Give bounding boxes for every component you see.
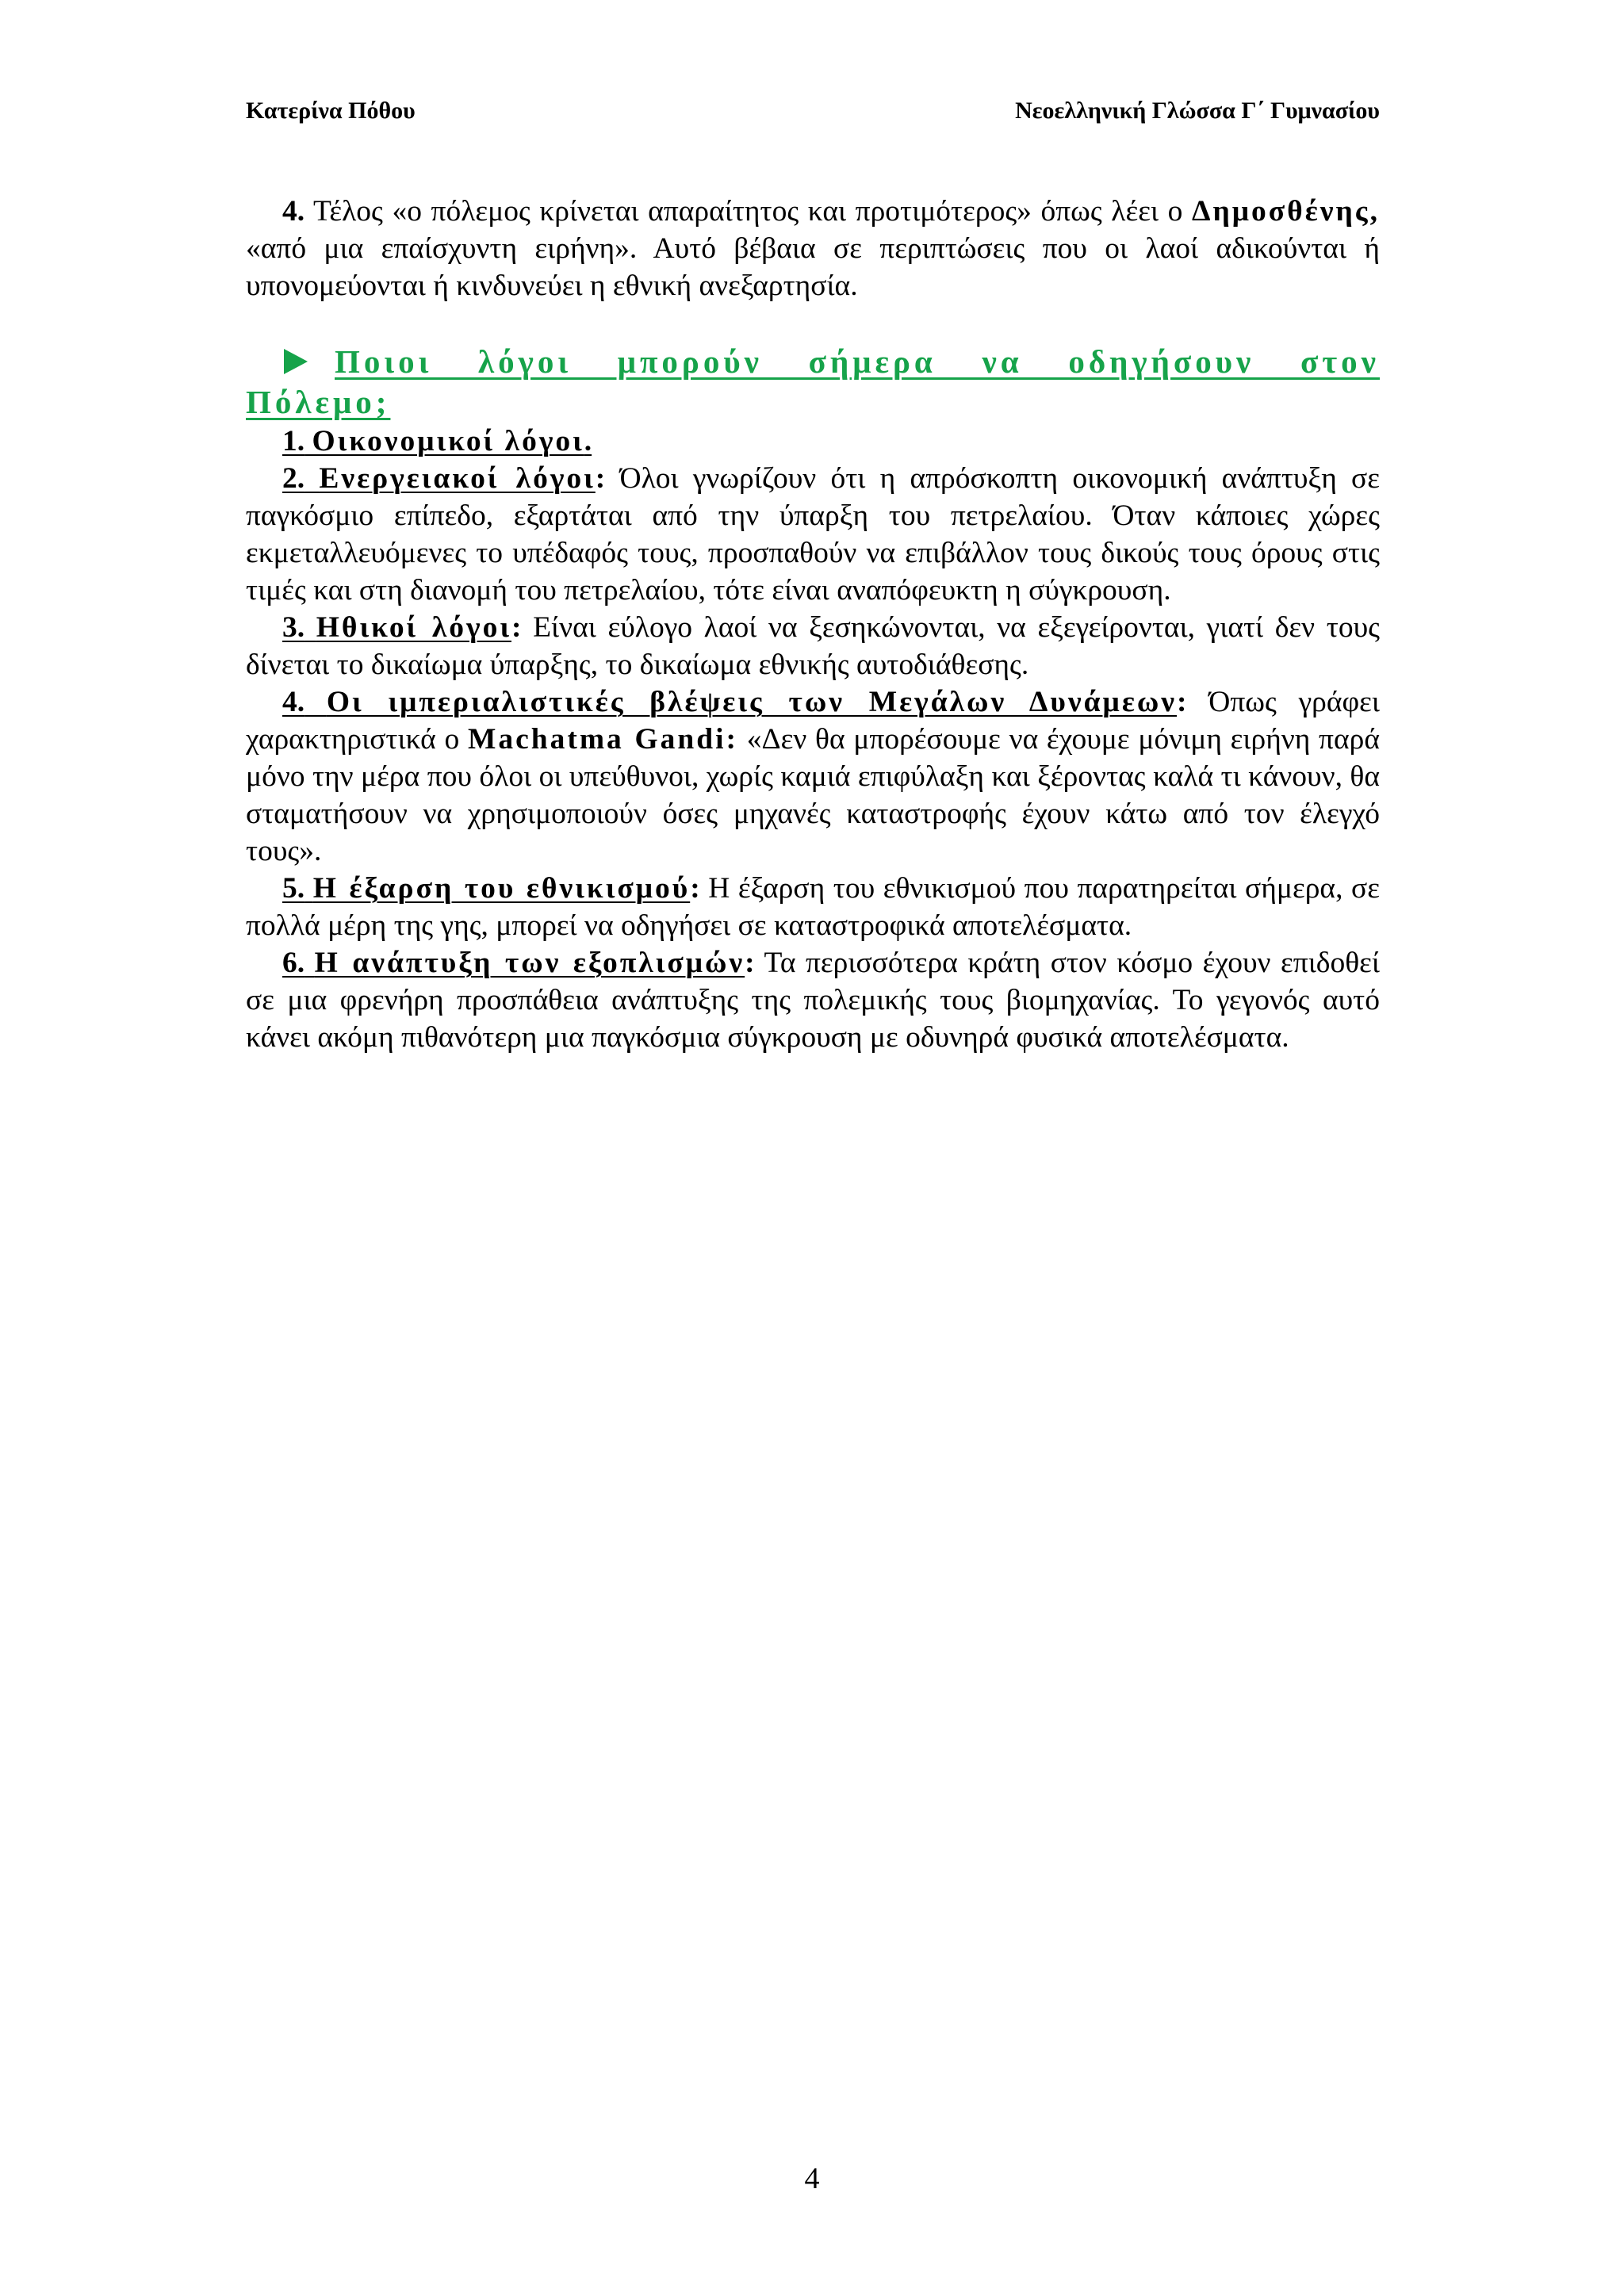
reason-5-number: 5. [282, 872, 305, 905]
reason-2 [246, 460, 1380, 609]
section-heading [246, 342, 1380, 423]
reason-1-number: 1. [282, 425, 305, 457]
reason-6-body: Τα περισσότερα κράτη στον κόσμο έχουν επιδοθεί σε μια φρενήρη προσπάθεια ανάπτυξης της πολεμικής τους βιομηχανίας. Το γεγονός αυτό κάνει ακόμη πιθανότερη μια παγκόσμια σύγκρουση με οδυνηρά φυσικά αποτελέσματα. [246, 947, 1381, 1054]
section-heading-text: Ποιοι λόγοι μπορούν σήμερα να οδηγήσουν στον Πόλεμο; [246, 343, 1380, 420]
document-body [246, 193, 1380, 1056]
reason-3-number: 3. [282, 611, 305, 644]
reason-6 [246, 944, 1380, 1056]
reason-4-title [282, 686, 1177, 718]
intro-paragraph [246, 193, 1380, 304]
reason-5-title-text: Η έξαρση του εθνικισμού [312, 872, 691, 905]
reason-4-title-text: Οι ιμπεριαλιστικές βλέψεις των Μεγάλων Δυνάμεων [326, 686, 1178, 718]
header-course: Νεοελληνική Γλώσσα Γ΄ Γυμνασίου [1015, 98, 1380, 124]
reason-1-title-text: Οικονομικοί λόγοι [312, 425, 584, 457]
reason-3-title-text: Ηθικοί λόγοι [316, 611, 511, 644]
reason-3 [246, 609, 1380, 683]
header-author: Κατερίνα Πόθου [246, 98, 416, 124]
reason-2-number: 2. [282, 462, 305, 495]
reason-2-body: Όλοι γνωρίζουν ότι η απρόσκοπτη οικονομική ανάπτυξη σε παγκόσμιο επίπεδο, εξαρτάται από την ύπαρξη του πετρελαίου. Όταν κάποιες χώρες εκμεταλλευόμενες το υπέδαφός τους, προσπαθούν να επιβάλλον τους δικούς τους όρους στις τιμές και στη διανομή του πετρελαίου, τότε είναι αναπόφευκτη η σύγκρουση. [246, 462, 1381, 607]
reason-6-number: 6. [282, 947, 305, 979]
reason-5-title [282, 872, 690, 905]
reason-5 [246, 870, 1380, 944]
reason-1-punct: . [584, 425, 592, 457]
reason-4-body-b: «Δεν θα μπορέσουμε να έχουμε μόνιμη ειρήνη παρά μόνο την μέρα που όλοι οι υπεύθυνοι, χωρίς καμιά επιφύλαξη και ξέροντας καλά τι κάνουν, θα σταματήσουν να χρησιμοποιούν όσες μηχανές καταστροφής έχουν κάτω από τον έλεγχό τους». [246, 723, 1381, 867]
reason-6-punct: : [745, 947, 755, 979]
reason-3-body: Είναι εύλογο λαοί να ξεσηκώνονται, να εξεγείρονται, γιατί δεν τους δίνεται το δικαίωμα ύπαρξης, το δικαίωμα εθνικής αυτοδιάθεσης. [246, 611, 1381, 681]
triangle-right-icon [284, 349, 308, 374]
reason-1 [246, 423, 1380, 460]
reason-4-body-a: Όπως γράφει χαρακτηριστικά ο [246, 686, 1380, 756]
intro-number: 4. [282, 195, 305, 228]
reason-3-punct: : [511, 611, 522, 644]
page-number: 4 [804, 2162, 820, 2195]
intro-name: Δημοσθένης, [1191, 195, 1380, 228]
reason-4 [246, 683, 1380, 870]
reason-6-title [282, 947, 745, 979]
reason-2-title-text: Ενεργειακοί λόγοι [319, 462, 596, 495]
reason-5-punct: : [690, 872, 700, 905]
reason-3-title [282, 611, 511, 644]
reason-1-title [282, 425, 592, 457]
page-header [246, 95, 1380, 127]
reason-4-number: 4. [282, 686, 305, 718]
reason-4-person: Machatma Gandi: [467, 723, 739, 756]
reason-4-punct: : [1177, 686, 1187, 718]
reason-2-title [282, 462, 596, 495]
reason-5-body: Η έξαρση του εθνικισμού που παρατηρείται σήμερα, σε πολλά μέρη της γης, μπορεί να οδηγήσει σε καταστροφικά αποτελέσματα. [246, 872, 1380, 942]
reason-6-title-text: Η ανάπτυξη των εξοπλισμών [314, 947, 745, 979]
intro-text-a: Τέλος «ο πόλεμος κρίνεται απαραίτητος και προτιμότερος» όπως λέει ο [304, 195, 1192, 228]
intro-text-b: «από μια επαίσχυντη ειρήνη». Αυτό βέβαια σε περιπτώσεις που οι λαοί αδικούνται ή υπονομεύονται ή κινδυνεύει η εθνική ανεξαρτησία. [246, 232, 1380, 302]
reason-2-punct: : [595, 462, 606, 495]
